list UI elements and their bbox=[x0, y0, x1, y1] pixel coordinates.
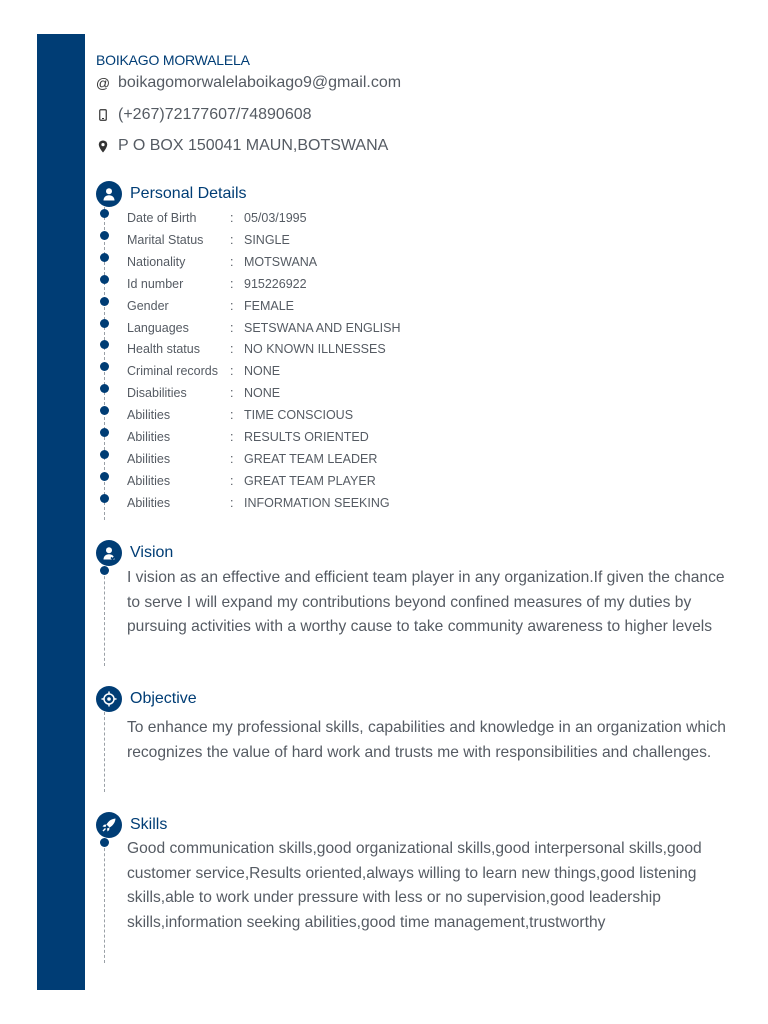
detail-value: TIME CONSCIOUS bbox=[244, 408, 354, 422]
personal-detail-row bbox=[127, 253, 317, 271]
rocket-icon bbox=[96, 812, 122, 838]
personal-detail-bullet bbox=[100, 362, 109, 371]
detail-label: Abilities bbox=[127, 452, 171, 466]
detail-separator: : bbox=[230, 452, 234, 466]
detail-value: SINGLE bbox=[244, 233, 290, 247]
detail-separator: : bbox=[230, 408, 234, 422]
address-text: P O BOX 150041 MAUN,BOTSWANA bbox=[118, 137, 389, 154]
skills-text: Good communication skills,good organizational skills,good interpersonal skills,good customer service,Results oriented,always willing to learn new things,good listening skills,able to work under pressure with less or no supervision,good leadership skills,information seeking abilities,good time management,trustworthy bbox=[127, 840, 702, 931]
mobile-phone-icon bbox=[96, 106, 110, 124]
detail-label: Health status bbox=[127, 342, 200, 356]
personal-detail-row bbox=[127, 494, 390, 512]
detail-value: INFORMATION SEEKING bbox=[244, 496, 390, 510]
detail-label: Id number bbox=[127, 277, 184, 291]
detail-value: FEMALE bbox=[244, 299, 295, 313]
detail-separator: : bbox=[230, 277, 234, 291]
detail-separator: : bbox=[230, 496, 234, 510]
detail-value: 05/03/1995 bbox=[244, 211, 307, 225]
personal-detail-row bbox=[127, 406, 353, 424]
detail-separator: : bbox=[230, 233, 234, 247]
detail-value: RESULTS ORIENTED bbox=[244, 430, 369, 444]
detail-separator: : bbox=[230, 321, 234, 335]
detail-separator: : bbox=[230, 364, 234, 378]
address-row bbox=[96, 135, 388, 157]
detail-value: GREAT TEAM LEADER bbox=[244, 452, 378, 466]
detail-value: 915226922 bbox=[244, 277, 307, 291]
skills-heading bbox=[96, 812, 167, 838]
personal-detail-row bbox=[127, 428, 369, 446]
detail-label: Nationality bbox=[127, 255, 186, 269]
personal-detail-row bbox=[127, 231, 290, 249]
detail-separator: : bbox=[230, 342, 234, 356]
personal-detail-bullet bbox=[100, 319, 109, 328]
objective-timeline bbox=[104, 712, 105, 792]
detail-label: Marital Status bbox=[127, 233, 204, 247]
skills-title: Skills bbox=[130, 816, 168, 833]
detail-value: NO KNOWN ILLNESSES bbox=[244, 342, 386, 356]
skills-timeline bbox=[104, 838, 105, 963]
detail-label: Abilities bbox=[127, 474, 171, 488]
detail-label: Gender bbox=[127, 299, 169, 313]
personal-detail-bullet bbox=[100, 231, 109, 240]
at-icon: @ bbox=[95, 75, 111, 91]
personal-detail-row bbox=[127, 297, 294, 315]
personal-detail-row bbox=[127, 362, 280, 380]
detail-label: Abilities bbox=[127, 408, 171, 422]
detail-separator: : bbox=[230, 255, 234, 269]
personal-detail-row bbox=[127, 472, 376, 490]
personal-detail-row bbox=[127, 384, 280, 402]
skills-bullet bbox=[100, 838, 109, 847]
detail-value: GREAT TEAM PLAYER bbox=[244, 474, 376, 488]
user-icon bbox=[96, 181, 122, 207]
vision-title: Vision bbox=[130, 544, 174, 561]
detail-label: Languages bbox=[127, 321, 189, 335]
sidebar-band bbox=[37, 34, 85, 990]
personal-detail-row bbox=[127, 319, 401, 337]
detail-label: Date of Birth bbox=[127, 211, 197, 225]
personal-detail-bullet bbox=[100, 428, 109, 437]
map-pin-icon bbox=[96, 137, 110, 155]
detail-separator: : bbox=[230, 430, 234, 444]
personal-detail-bullet bbox=[100, 253, 109, 262]
detail-value: NONE bbox=[244, 386, 281, 400]
personal-detail-row bbox=[127, 340, 386, 358]
personal-detail-row bbox=[127, 450, 377, 468]
detail-separator: : bbox=[230, 299, 234, 313]
objective-heading bbox=[96, 686, 197, 712]
personal-detail-bullet bbox=[100, 297, 109, 306]
detail-separator: : bbox=[230, 211, 234, 225]
vision-bullet bbox=[100, 566, 109, 575]
personal-detail-bullet bbox=[100, 209, 109, 218]
detail-value: NONE bbox=[244, 364, 281, 378]
email-text: boikagomorwalelaboikago9@gmail.com bbox=[118, 74, 402, 91]
personal-detail-bullet bbox=[100, 275, 109, 284]
detail-separator: : bbox=[230, 474, 234, 488]
personal-detail-bullet bbox=[100, 450, 109, 459]
personal-detail-row bbox=[127, 209, 307, 227]
personal-detail-bullet bbox=[100, 472, 109, 481]
vision-icon bbox=[96, 540, 122, 566]
detail-label: Abilities bbox=[127, 496, 171, 510]
target-icon bbox=[96, 686, 122, 712]
personal-detail-bullet bbox=[100, 384, 109, 393]
detail-label: Criminal records bbox=[127, 364, 218, 378]
phone-text: (+267)72177607/74890608 bbox=[118, 106, 312, 123]
personal-detail-bullet bbox=[100, 340, 109, 349]
vision-text: I vision as an effective and efficient team player in any organization.If given the chance to serve I will expand my contributions beyond confined measures of my duties by pursuing activities with a worthy cause to take community awareness to higher levels bbox=[127, 569, 725, 636]
detail-label: Disabilities bbox=[127, 386, 187, 400]
phone-row bbox=[96, 104, 312, 126]
detail-value: MOTSWANA bbox=[244, 255, 318, 269]
personal-detail-bullet bbox=[100, 494, 109, 503]
vision-timeline bbox=[104, 566, 105, 666]
personal-details-title: Personal Details bbox=[130, 185, 247, 202]
objective-text: To enhance my professional skills, capabilities and knowledge in an organization which recognizes the value of hard work and trusts me with responsibilities and challenges. bbox=[127, 719, 726, 761]
personal-detail-bullet bbox=[100, 406, 109, 415]
candidate-name: BOIKAGO MORWALELA bbox=[96, 52, 250, 68]
personal-detail-row bbox=[127, 275, 307, 293]
vision-heading bbox=[96, 540, 173, 566]
personal-details-heading bbox=[96, 181, 247, 207]
detail-value: SETSWANA AND ENGLISH bbox=[244, 321, 401, 335]
detail-separator: : bbox=[230, 386, 234, 400]
email-row bbox=[96, 72, 401, 94]
objective-title: Objective bbox=[130, 690, 197, 707]
detail-label: Abilities bbox=[127, 430, 171, 444]
